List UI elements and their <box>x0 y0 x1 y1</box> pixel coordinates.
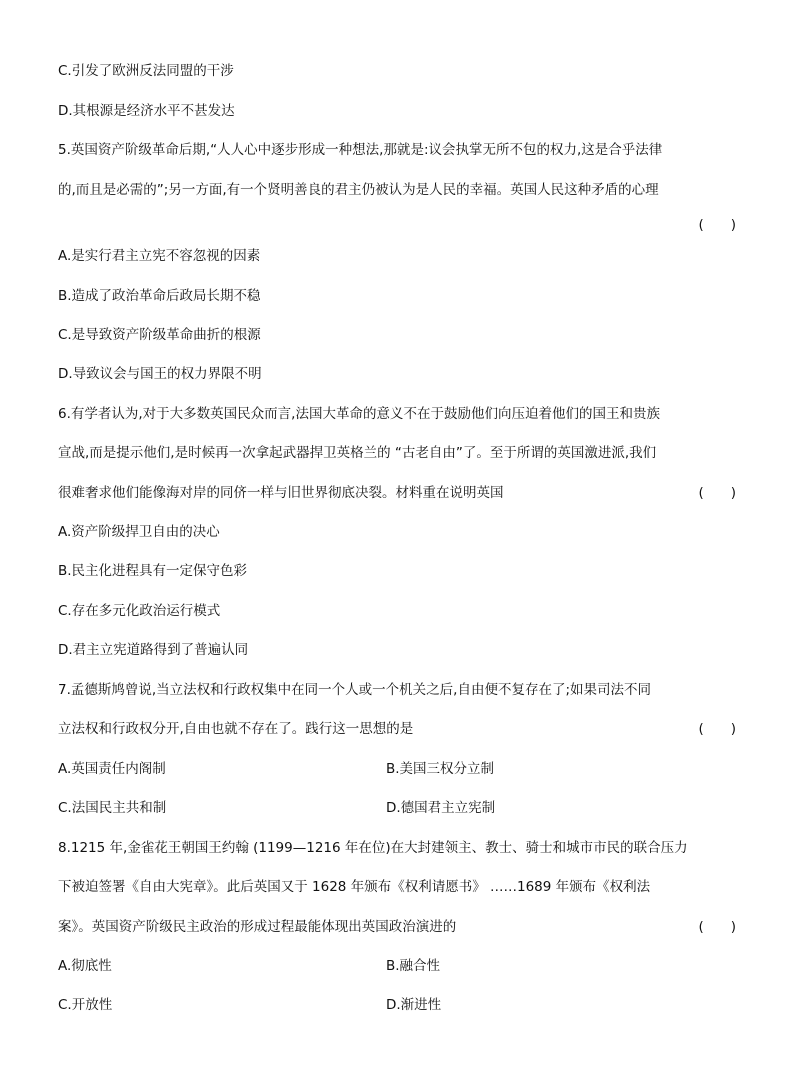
q5-answer-blank: ( ) <box>698 217 736 233</box>
q6-option-a: A.资产阶级捍卫自由的决心 <box>58 524 220 540</box>
q5-option-a: A.是实行君主立宪不容忽视的因素 <box>58 248 261 264</box>
q7-option-c: C.法国民主共和制 <box>58 800 167 816</box>
q4-option-d: D.其根源是经济水平不甚发达 <box>58 103 235 119</box>
q6-stem-line-3: 很难奢求他们能像海对岸的同侪一样与旧世界彻底决裂。材料重在说明英国 <box>58 485 504 501</box>
q5-option-d: D.导致议会与国王的权力界限不明 <box>58 366 262 382</box>
q6-option-d: D.君主立宪道路得到了普遍认同 <box>58 642 249 658</box>
q7-option-a: A.英国责任内阁制 <box>58 761 166 777</box>
q6-option-b: B.民主化进程具有一定保守色彩 <box>58 563 248 579</box>
q8-stem-line-2: 下被迫签署《自由大宪章》。此后英国又于 1628 年颁布《权利请愿书》 ……1689 年颁布《权利法 <box>58 879 651 895</box>
q5-option-c: C.是导致资产阶级革命曲折的根源 <box>58 327 261 343</box>
q6-answer-blank: ( ) <box>698 485 736 501</box>
q7-option-d: D.德国君主立宪制 <box>386 800 496 816</box>
q8-stem-line-3: 案》。英国资产阶级民主政治的形成过程最能体现出英国政治演进的 <box>58 919 457 935</box>
q4-option-c: C.引发了欧洲反法同盟的干涉 <box>58 63 234 79</box>
q6-stem-line-2: 宣战,而是提示他们,是时候再一次拿起武器捍卫英格兰的 “古老自由”了。至于所谓的英国激进派,我们 <box>58 445 657 461</box>
q8-option-d: D.渐进性 <box>386 997 442 1013</box>
q6-stem-line-1: 6.有学者认为,对于大多数英国民众而言,法国大革命的意义不在于鼓励他们向压迫着他们的国王和贵族 <box>58 406 660 422</box>
q8-stem-line-1: 8.1215 年,金雀花王朝国王约翰 (1199—1216 年在位)在大封建领主、教士、骑士和城市市民的联合压力 <box>58 840 688 856</box>
q5-stem-line-1: 5.英国资产阶级革命后期,“人人心中逐步形成一种想法,那就是:议会执掌无所不包的权力,这是合乎法律 <box>58 142 663 158</box>
q7-stem-line-1: 7.孟德斯鸠曾说,当立法权和行政权集中在同一个人或一个机关之后,自由便不复存在了;如果司法不同 <box>58 682 652 698</box>
q5-option-b: B.造成了政治革命后政局长期不稳 <box>58 288 261 304</box>
q7-option-b: B.美国三权分立制 <box>386 761 495 777</box>
q7-answer-blank: ( ) <box>698 721 736 737</box>
q8-option-c: C.开放性 <box>58 997 113 1013</box>
q8-answer-blank: ( ) <box>698 919 736 935</box>
q5-stem-line-2: 的,而且是必需的”;另一方面,有一个贤明善良的君主仍被认为是人民的幸福。英国人民这种矛盾的心理 <box>58 182 659 198</box>
q6-option-c: C.存在多元化政治运行模式 <box>58 603 221 619</box>
q8-option-b: B.融合性 <box>386 958 441 974</box>
q7-stem-line-2: 立法权和行政权分开,自由也就不存在了。践行这一思想的是 <box>58 721 414 737</box>
q8-option-a: A.彻底性 <box>58 958 112 974</box>
